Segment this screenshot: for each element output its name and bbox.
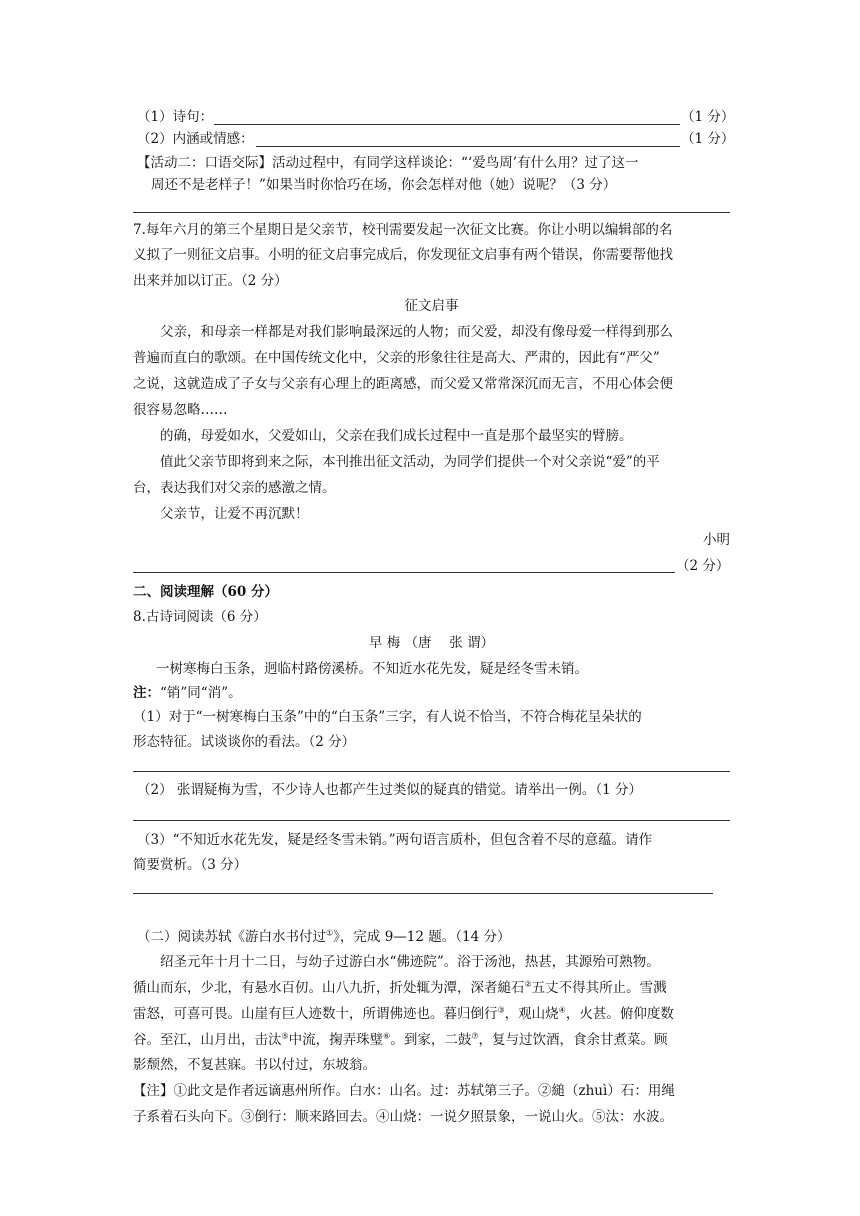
notice-title: 征文启事 — [404, 298, 459, 314]
q8-sub1-line1: （1）对于“一树寒梅白玉条”中的“白玉条”三字，有人说不恰当，不符合梅花呈朵状的 — [133, 709, 642, 725]
q2-points: （1 分） — [681, 131, 735, 147]
poem-title: 早 梅 （唐 张 谓） — [368, 635, 495, 651]
prose-line5: 影颓然，不复甚寐。书以付过，东坡翁。 — [133, 1057, 376, 1073]
q8-sub1-line2: 形态特征。试谈谈你的看法。（2 分） — [133, 734, 356, 750]
activity2-line1: 【活动二：口语交际】活动过程中，有同学这样谈论：“‘爱鸟周’有什么用？过了这一 — [137, 155, 639, 171]
q8-sub1-answer-line[interactable] — [133, 771, 730, 772]
notice-p1-line1: 父亲，和母亲一样都是对我们影响最深远的人物；而父爱，却没有像母爱一样得到那么 — [160, 324, 673, 340]
q8-title: 8.古诗词阅读（6 分） — [133, 609, 267, 625]
section2-heading: 二、阅读理解（60 分） — [133, 584, 278, 600]
notice-signature: 小明 — [703, 532, 730, 548]
notice-p3-line2: 台，表达我们对父亲的感激之情。 — [133, 480, 336, 496]
prose-note-line1: 【注】①此文是作者远谪惠州所作。白水：山名。过：苏轼第三子。②縋（zhuì）石：用绳 — [133, 1083, 675, 1099]
notice-p3-line1: 值此父亲节即将到来之际，本刊推出征文活动，为同学们提供一个对父亲说“爱”的平 — [160, 454, 660, 470]
notice-p1-line3: 之说，这就造成了子女与父亲有心理上的距离感，而父爱又常常深沉而无言，不用心体会便 — [133, 376, 673, 392]
q1-answer-line[interactable] — [214, 124, 680, 125]
notice-p1-line2: 普遍而直白的歌颂。在中国传统文化中，父亲的形象往往是高大、严肃的，因此有“严父” — [133, 350, 660, 366]
q1-label: （1）诗句： — [137, 109, 214, 125]
activity2-answer-line[interactable] — [133, 212, 730, 213]
notice-p2: 的确，母爱如水，父爱如山，父亲在我们成长过程中一直是那个最坚实的臂膀。 — [160, 428, 633, 444]
prose-note-line2: 子系着石头向下。③倒行：顺来路回去。④山烧：一说夕照景象，一说山火。⑤汰：水波。 — [133, 1109, 673, 1125]
q8-sub3-answer-line[interactable] — [133, 893, 713, 894]
poem-text: 一树寒梅白玉条，迥临村路傍溪桥。不知近水花先发，疑是经冬雪未销。 — [156, 661, 588, 677]
notice-p1-line4: 很容易忽略…… — [133, 402, 228, 418]
q7-answer-points: （2 分） — [676, 558, 730, 574]
q7-answer-line[interactable] — [133, 572, 675, 573]
q7-intro-line3: 出来并加以订正。（2 分） — [133, 273, 288, 289]
q8-sub3-line2: 简要赏析。（3 分） — [133, 857, 248, 873]
q8-sub2: （2） 张谓疑梅为雪，不少诗人也都产生过类似的疑真的错觉。请举出一例。（1 分） — [137, 782, 643, 798]
note-text: “销”同“消”。 — [160, 685, 242, 701]
prose-line3: 雷怒，可喜可畏。山崖有巨人迹数十，所谓佛迹也。暮归倒行③，观山烧④，火甚。俯仰度数 — [133, 1005, 674, 1022]
prose-intro: （二）阅读苏轼《游白水书付过①》，完成 9—12 题。（14 分） — [137, 928, 511, 945]
notice-p4: 父亲节，让爱不再沉默！ — [160, 506, 309, 522]
prose-line2: 循山而东，少北，有悬水百仞。山八九折，折处辄为潭，深者縋石②五丈不得其所止。雪溅 — [133, 979, 667, 996]
note-label: 注： — [133, 685, 160, 701]
q7-intro-line1: 7.每年六月的第三个星期日是父亲节，校刊需要发起一次征文比赛。你让小明以编辑部的名 — [133, 222, 673, 238]
prose-line4: 谷。至江，山月出，击汰⑤中流，掬弄珠璧⑥。到家，二鼓⑦，复与过饮酒，食余甘煮菜。顾 — [133, 1031, 668, 1048]
q2-answer-line[interactable] — [256, 146, 680, 147]
prose-line1: 绍圣元年十月十二日，与幼子过游白水“佛迹院”。浴于汤池，热甚，其源殆可熟物。 — [160, 954, 660, 970]
q7-intro-line2: 义拟了一则征文启事。小明的征文启事完成后，你发现征文启事有两个错误，你需要帮他找 — [133, 247, 673, 263]
q2-label: （2）内涵或情感： — [137, 131, 254, 147]
q1-points: （1 分） — [681, 109, 735, 125]
q8-sub3-line1: （3）“不知近水花先发，疑是经冬雪未销。”两句语言质朴，但包含着不尽的意蕴。请作 — [137, 832, 653, 848]
activity2-line2: 周还不是老样子！”如果当时你恰巧在场，你会怎样对他（她）说呢？（3 分） — [151, 177, 617, 193]
q8-sub2-answer-line[interactable] — [133, 820, 730, 821]
